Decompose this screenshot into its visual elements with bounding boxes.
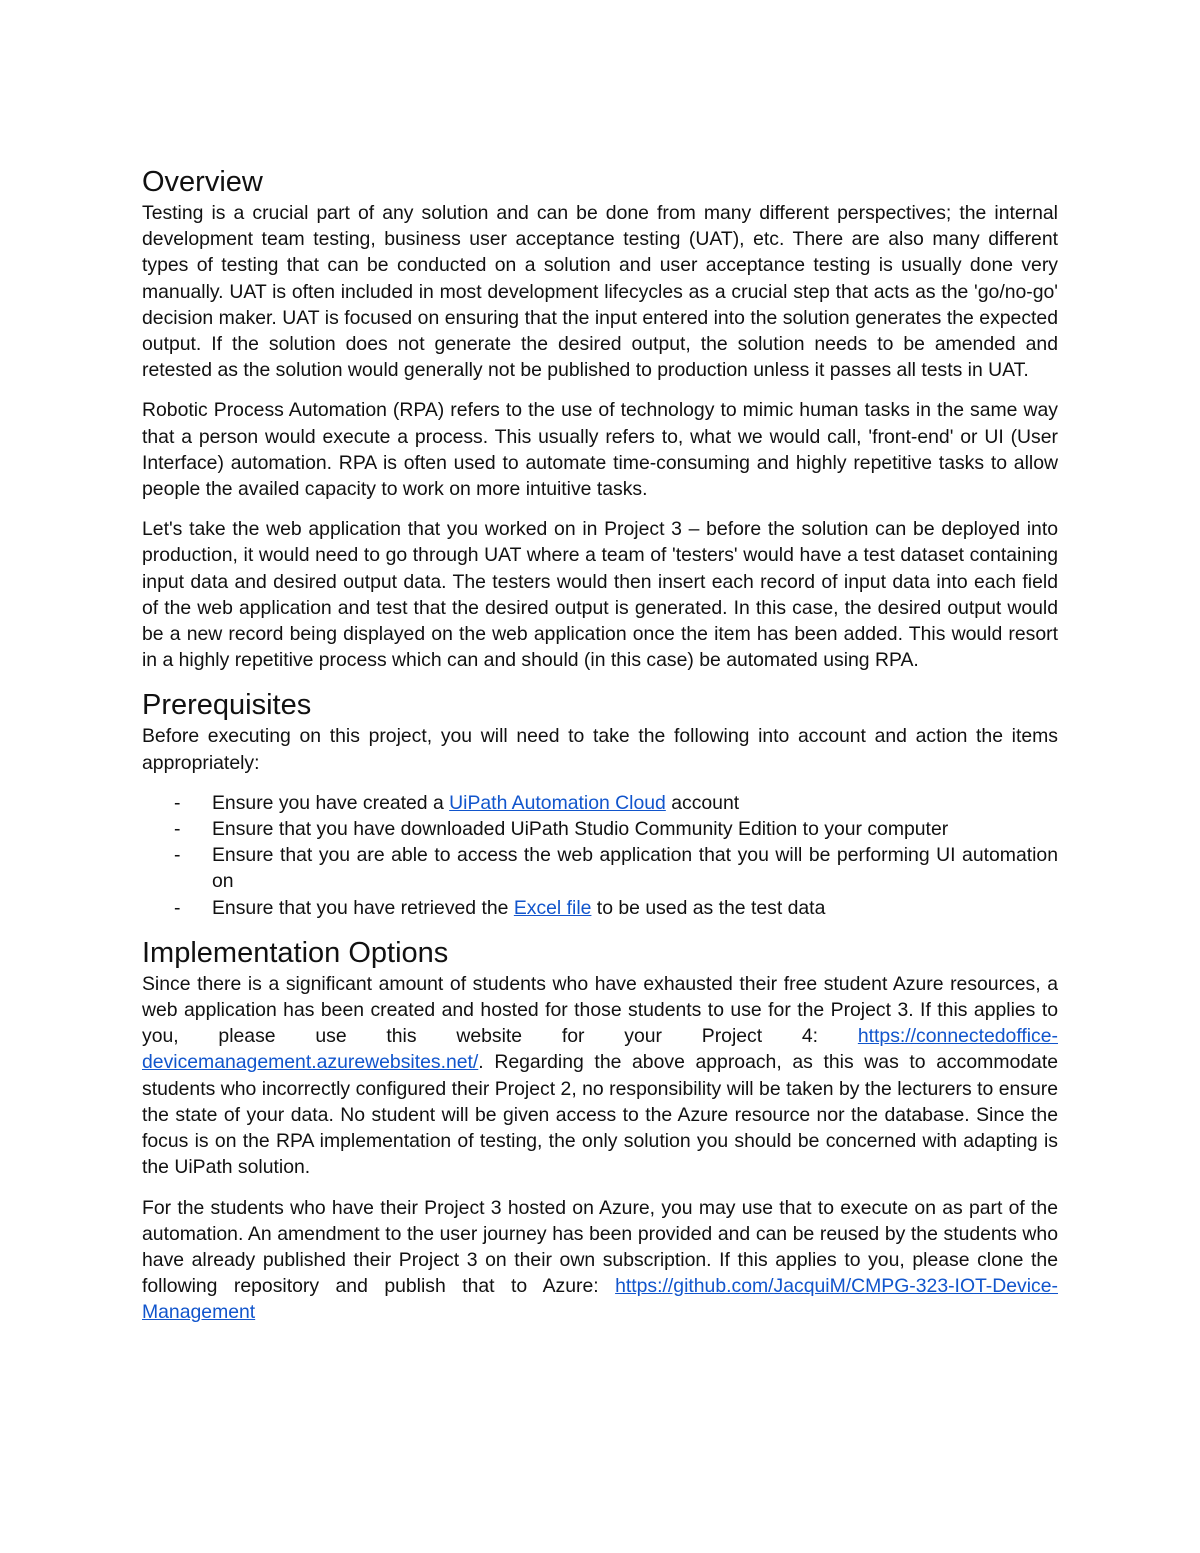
list-item-text: Ensure that you are able to access the web application that you will be performing UI automation on <box>212 844 1058 893</box>
paragraph-text: . Regarding the above approach, as this was to accommodate students who incorrectly configured their Project 2, no responsibility will be taken by the lecturers to ensure the state of your data. No student will be given access to the Azure resource nor the database. Since the focus is on the RPA implementation of testing, the only solution you should be concerned with adapting is the UiPath solution. <box>142 1051 1058 1179</box>
list-item <box>142 842 1058 894</box>
github-repository-link[interactable]: https://github.com/JacquiM/CMPG-323-IOT-Device-Management <box>142 1275 1058 1324</box>
list-item <box>142 816 1058 842</box>
list-item-text: Ensure that you have downloaded UiPath Studio Community Edition to your computer <box>212 818 949 841</box>
azure-website-link[interactable]: https://connectedoffice-devicemanagement.azurewebsites.net/ <box>142 1025 1058 1074</box>
implementation-paragraph-1 <box>142 971 1058 1181</box>
paragraph-text: Since there is a significant amount of students who have exhausted their free student Azure resources, a web application has been created and hosted for those students to use for the Project 3. If this applies to you, please use this website for your Project 4: <box>142 972 1058 1048</box>
paragraph-text: For the students who have their Project 3 hosted on Azure, you may use that to execute on as part of the automation. An amendment to the user journey has been provided and can be reused by the students who have already published their Project 3 on their own subscription. If this applies to you, please clone the following repository and publish that to Azure: <box>142 1196 1058 1298</box>
bullet-dash: - <box>174 791 181 814</box>
overview-paragraph-1: Testing is a crucial part of any solution and can be done from many different perspectives; the internal development team testing, business user acceptance testing (UAT), etc. There are also many different types of testing that can be conducted on a solution and user acceptance testing is usually done very manually. UAT is often included in most development lifecycles as a crucial step that acts as the 'go/no-go' decision maker. UAT is focused on ensuring that the input entered into the solution generates the expected output. If the solution does not generate the desired output, the solution needs to be amended and retested as the solution would generally not be published to production unless it passes all tests in UAT. <box>142 202 1058 382</box>
bullet-dash: - <box>174 896 181 919</box>
bullet-dash: - <box>174 818 181 841</box>
bullet-dash: - <box>174 844 181 867</box>
list-item-text: to be used as the test data <box>591 896 826 919</box>
excel-file-link[interactable]: Excel file <box>513 896 592 919</box>
list-item-text: Ensure that you have retrieved the <box>212 896 514 919</box>
uipath-cloud-link[interactable]: UiPath Automation Cloud <box>449 791 666 814</box>
list-item <box>142 790 1058 816</box>
list-item-text: Ensure you have created a <box>212 791 450 814</box>
prerequisites-list <box>142 790 1058 921</box>
heading-prerequisites: Prerequisites <box>142 689 312 722</box>
document-page <box>142 160 1058 1326</box>
overview-paragraph-2: Robotic Process Automation (RPA) refers to the use of technology to mimic human tasks in the same way that a person would execute a process. This usually refers to, what we would call, 'front-end' or UI (User Interface) automation. RPA is often used to automate time-consuming and highly repetitive tasks to allow people the availed capacity to work on more intuitive tasks. <box>142 399 1058 501</box>
implementation-paragraph-2 <box>142 1195 1058 1326</box>
heading-overview: Overview <box>142 166 263 198</box>
list-item-text: account <box>665 791 740 814</box>
prerequisites-intro: Before executing on this project, you will need to take the following into account and action the items appropriately: <box>142 725 1058 774</box>
overview-paragraph-3: Let's take the web application that you worked on in Project 3 – before the solution can be deployed into production, it would need to go through UAT where a team of 'testers' would have a test dataset containing input data and desired output data. The testers would then insert each record of input data into each field of the web application and test that the desired output is generated. In this case, the desired output would be a new record being displayed on the web application once the item has been added. This would resort in a highly repetitive process which can and should (in this case) be automated using RPA. <box>142 518 1058 672</box>
list-item <box>142 895 1058 921</box>
heading-implementation-options: Implementation Options <box>142 936 449 969</box>
